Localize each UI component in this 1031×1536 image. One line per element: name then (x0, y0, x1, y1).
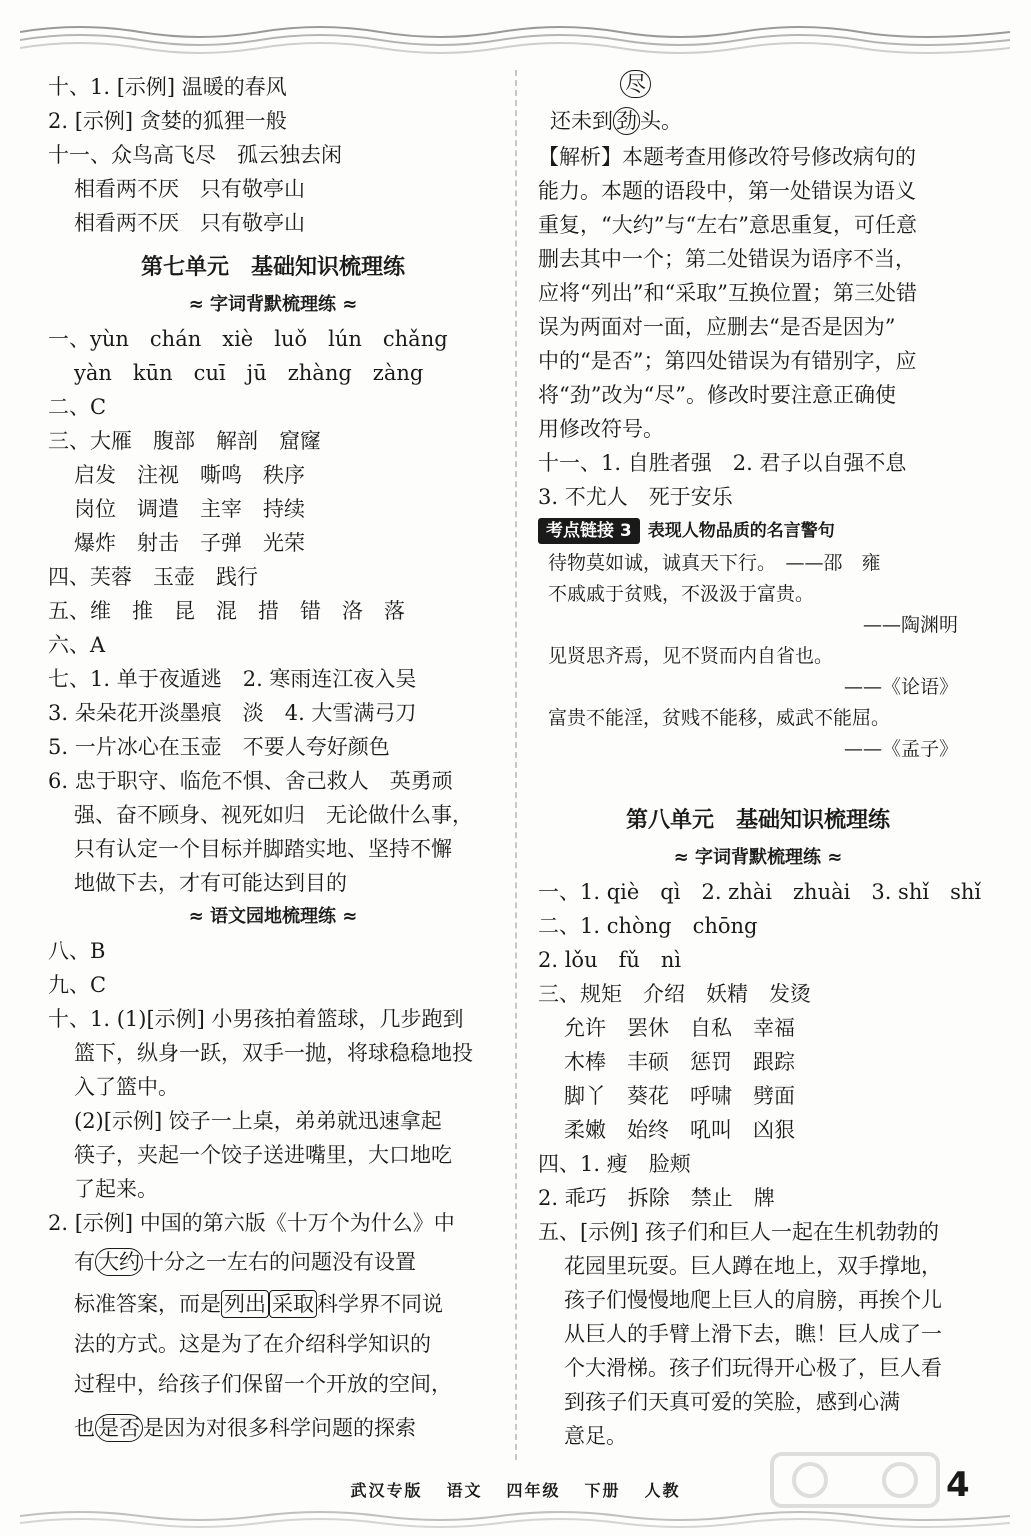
text-line: 富贵不能淫，贫贱不能移，威武不能屈。 (548, 707, 891, 729)
swap-mark-caiqu: 采取 (269, 1290, 317, 1318)
left-column (48, 70, 498, 1452)
text-line: 相看两不厌 只有敬亭山 (74, 177, 305, 201)
text-line: 岗位 调遣 主宰 持续 (74, 497, 305, 521)
text-line: 十、1. (1)[示例] 小男孩拍着篮球，几步跑到 (48, 1007, 464, 1031)
text-line: 四、芙蓉 玉壶 践行 (48, 565, 258, 589)
text-line: 只有认定一个目标并脚踏实地、坚持不懈 (74, 837, 452, 861)
unit7-subtitle-vocab: ≈ 字词背默梳理练 ≈ (188, 294, 358, 315)
analysis-line: 删去其中一个；第二处错误为语序不当， (538, 247, 916, 271)
answer-11-a: 十一、1. 自胜者强 2. 君子以自强不息 (538, 451, 907, 475)
text-line: 意足。 (564, 1424, 627, 1448)
footer-item: 人教 (644, 1481, 681, 1500)
top-decorative-border (20, 20, 1010, 60)
text-line: 相看两不厌 只有敬亭山 (74, 211, 305, 235)
text-line: 七、1. 单于夜遁逃 2. 寒雨连江夜入吴 (48, 667, 417, 691)
analysis-line: 将“劲”改为“尽”。修改时要注意正确使 (538, 383, 896, 407)
text-line: 一、yùn chán xiè luǒ lún chǎng (48, 327, 448, 351)
text-line: 五、[示例] 孩子们和巨人一起在生机勃勃的 (538, 1220, 940, 1244)
analysis-paragraph (538, 140, 978, 446)
text-line: 木棒 丰硕 惩罚 跟踪 (564, 1050, 795, 1074)
delete-mark-shifou: 是否 (95, 1414, 143, 1442)
unit7-subtitle-garden: ≈ 语文园地梳理练 ≈ (188, 906, 358, 927)
text-line: 2. lǒu fǔ nì (538, 948, 682, 972)
delete-mark-dayue: 大约 (95, 1248, 143, 1276)
text-line: 六、A (48, 633, 106, 657)
edit-line-c: 法的方式。这是为了在介绍科学知识的 (74, 1332, 431, 1356)
text-line: ——《论语》 (843, 676, 958, 698)
text-line: yàn kūn cuī jū zhàng zàng (74, 361, 424, 385)
text-line: 从巨人的手臂上滑下去，瞧！巨人成了一 (564, 1322, 942, 1346)
text-line: 八、B (48, 939, 106, 963)
text-line: 2. [示例] 贪婪的狐狸一般 (48, 109, 287, 133)
text-line: ——《孟子》 (843, 738, 958, 760)
answers-section-6-end (48, 70, 498, 240)
analysis-line: 用修改符号。 (538, 417, 664, 441)
text-line: 不戚戚于贫贱，不汲汲于富贵。 (548, 583, 815, 605)
unit8-subtitle-vocab: ≈ 字词背默梳理练 ≈ (673, 847, 843, 868)
text-line: 爆炸 射击 子弹 光荣 (74, 531, 305, 555)
text-line: ——陶渊明 (862, 614, 958, 636)
correction-mark: 尽 还未到 劲 头。 (550, 72, 682, 133)
unit7-garden-answers (48, 934, 498, 1240)
text-line: 孩子们慢慢地爬上巨人的肩膀，再挨个儿 (564, 1288, 942, 1312)
text-line: 允许 罢休 自私 幸福 (564, 1016, 795, 1040)
footer-item: 武汉专版 (350, 1481, 423, 1500)
text-line: 个大滑梯。孩子们玩得开心极了，巨人看 (564, 1356, 942, 1380)
text-line: 6. 忠于职守、临危不惧、舍己救人 英勇顽 (48, 769, 453, 793)
text-line: 5. 一片冰心在玉壶 不要人夸好颜色 (48, 735, 390, 759)
text-line: 了起来。 (74, 1177, 158, 1201)
text-line: 筷子，夹起一个饺子送进嘴里，大口地吃 (74, 1143, 452, 1167)
unit8-vocab-answers (538, 875, 982, 1453)
footer-item: 语文 (446, 1481, 483, 1500)
text-line: 篮下，纵身一跃，双手一抛，将球稳稳地投 (74, 1041, 473, 1065)
text-line: 十一、众鸟高飞尽 孤云独去闲 (48, 143, 342, 167)
unit7-title: 第七单元 基础知识梳理练 (140, 255, 405, 280)
text-line: 二、C (48, 395, 107, 419)
text-line: 启发 注视 嘶鸣 秩序 (74, 463, 305, 487)
text-line: 柔嫩 始终 吼叫 凶狠 (564, 1118, 795, 1142)
knowledge-link-title: 表现人物品质的名言警句 (647, 521, 835, 541)
analysis-line: 应将“列出”和“采取”互换位置；第三处错 (538, 281, 917, 305)
analysis-line: 重复，“大约”与“左右”意思重复，可任意 (538, 213, 917, 237)
analysis-line: 误为两面对一面，应删去“是否是因为” (538, 315, 896, 339)
answer-11-b: 3. 不尤人 死于安乐 (538, 485, 733, 509)
text-line: 3. 朵朵花开淡墨痕 淡 4. 大雪满弓刀 (48, 701, 417, 725)
footer-item: 四年级 (506, 1481, 561, 1500)
right-column (538, 70, 982, 1453)
text-line: 2. [示例] 中国的第六版《十万个为什么》中 (48, 1211, 455, 1235)
column-divider (515, 70, 517, 1460)
replace-mark-jin: 劲 (613, 107, 640, 135)
edit-line-b: 标准答案，而是 列出 采取 科学界不同说 (74, 1292, 443, 1316)
text-line: 脚丫 葵花 呼啸 劈面 (564, 1084, 795, 1108)
edit-line-a: 有 大约 十分之一左右的问题没有设置 (74, 1250, 416, 1274)
analysis-line: 中的“是否”；第四处错误为有错别字，应 (538, 349, 917, 373)
text-line: 二、1. chòng chōng (538, 914, 758, 938)
knowledge-link-badge: 考点链接 3 (538, 518, 640, 544)
edit-line-d: 过程中，给孩子们保留一个开放的空间， (74, 1372, 452, 1396)
knowledge-link-header (538, 518, 835, 544)
footer (0, 1478, 1031, 1501)
text-line: 地做下去，才有可能达到目的 (74, 871, 347, 895)
text-line: 一、1. qiè qì 2. zhài zhuài 3. shǐ shǐ (538, 880, 982, 904)
analysis-line: 能力。本题的语段中，第一处错误为语义 (538, 179, 916, 203)
text-line: 五、维 推 昆 混 措 错 洛 落 (48, 599, 405, 623)
quotes-list (538, 548, 978, 765)
analysis-line: 【解析】本题考查用修改符号修改病句的 (538, 145, 916, 169)
text-line: 十、1. [示例] 温暖的春风 (48, 75, 287, 99)
unit8-title: 第八单元 基础知识梳理练 (625, 808, 890, 833)
text-line: 待物莫如诚，诚真天下行。 ——邵 雍 (548, 552, 881, 574)
swap-mark-liechu: 列出 (221, 1290, 269, 1318)
text-line: 入了篮中。 (74, 1075, 179, 1099)
text-line: 强、奋不顾身、视死如归 无论做什么事， (74, 803, 473, 827)
text-line: 四、1. 瘦 脸颊 (538, 1152, 691, 1176)
edit-line-e: 也 是否 是因为对很多科学问题的探索 (74, 1416, 416, 1440)
text-line: 2. 乖巧 拆除 禁止 牌 (538, 1186, 775, 1210)
page-number: 4 (946, 1465, 970, 1505)
footer-item: 下册 (584, 1481, 621, 1500)
text-line: 花园里玩耍。巨人蹲在地上，双手撑地， (564, 1254, 942, 1278)
text-line: 到孩子们天真可爱的笑脸，感到心满 (564, 1390, 900, 1414)
text-line: 三、大雁 腹部 解剖 窟窿 (48, 429, 321, 453)
text-line: 九、C (48, 973, 107, 997)
text-line: 三、规矩 介绍 妖精 发烫 (538, 982, 811, 1006)
text-line: 见贤思齐焉，见不贤而内自省也。 (548, 645, 834, 667)
insert-mark-jin: 尽 (620, 70, 651, 98)
text-line: (2)[示例] 饺子一上桌，弟弟就迅速拿起 (74, 1109, 442, 1133)
unit7-vocab-answers (48, 322, 498, 900)
bottom-decorative-border (20, 1508, 1010, 1528)
